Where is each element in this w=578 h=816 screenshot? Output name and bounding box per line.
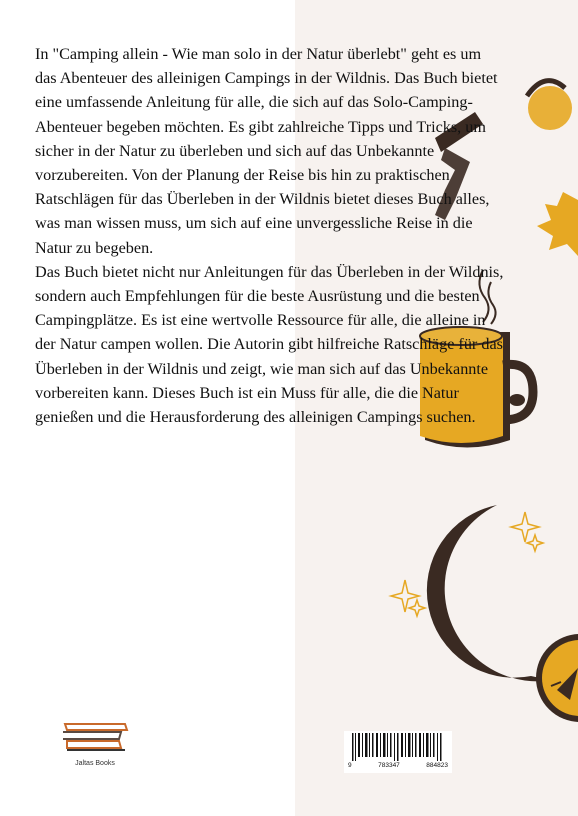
blurb-paragraph: Das Buch bietet nicht nur Anleitungen für das Überleben in der Wildnis, sondern auch Empfehlungen für die beste Ausrüstung und die besten Campingplätze. Es ist eine wertvolle Ressource für alle, die alleine in der Natur campen wollen. Die Autorin gibt hilfreiche Ratschläge für das Überleben in der Wildnis und zeigt, wie man sich auf das Unbekannte vorbereiten kann. Dieses Buch ist ein Muss für alle, die die Natur genießen und die Herausforderung des alleinigen Campings suchen. <box>35 262 504 427</box>
barcode-digit-prefix: 9 <box>348 762 352 769</box>
compass-icon <box>536 634 578 722</box>
barcode <box>344 731 452 773</box>
back-cover-blurb <box>35 42 505 429</box>
publisher-name: Jaltas Books <box>75 760 115 767</box>
books-stack-icon <box>59 712 131 758</box>
blurb-paragraph: In "Camping allein - Wie man solo in der Natur überlebt" geht es um das Abenteuer des alleinigen Campings in der Wildnis. Das Buch bietet eine umfassende Anleitung für alle, die sich auf das Solo-Camping-Abenteuer begeben möchten. Es gibt zahlreiche Tipps und Tricks, um sicher in der Natur zu überleben und sich auf das Unbekannte vorzubereiten. Von der Planung der Reise bis hin zu praktischen Ratschlägen für das Überleben in der Wildnis bietet dieses Buch alles, was man wissen muss, um sich auf eine unvergessliche Reise in die Natur zu begeben. <box>35 45 498 257</box>
barcode-digit-group: 884823 <box>426 762 448 769</box>
barcode-digits <box>344 762 452 769</box>
publisher-logo <box>59 712 131 772</box>
barcode-digit-group: 783347 <box>378 762 400 769</box>
leaf-icon <box>537 192 578 256</box>
barcode-bars <box>344 731 452 761</box>
